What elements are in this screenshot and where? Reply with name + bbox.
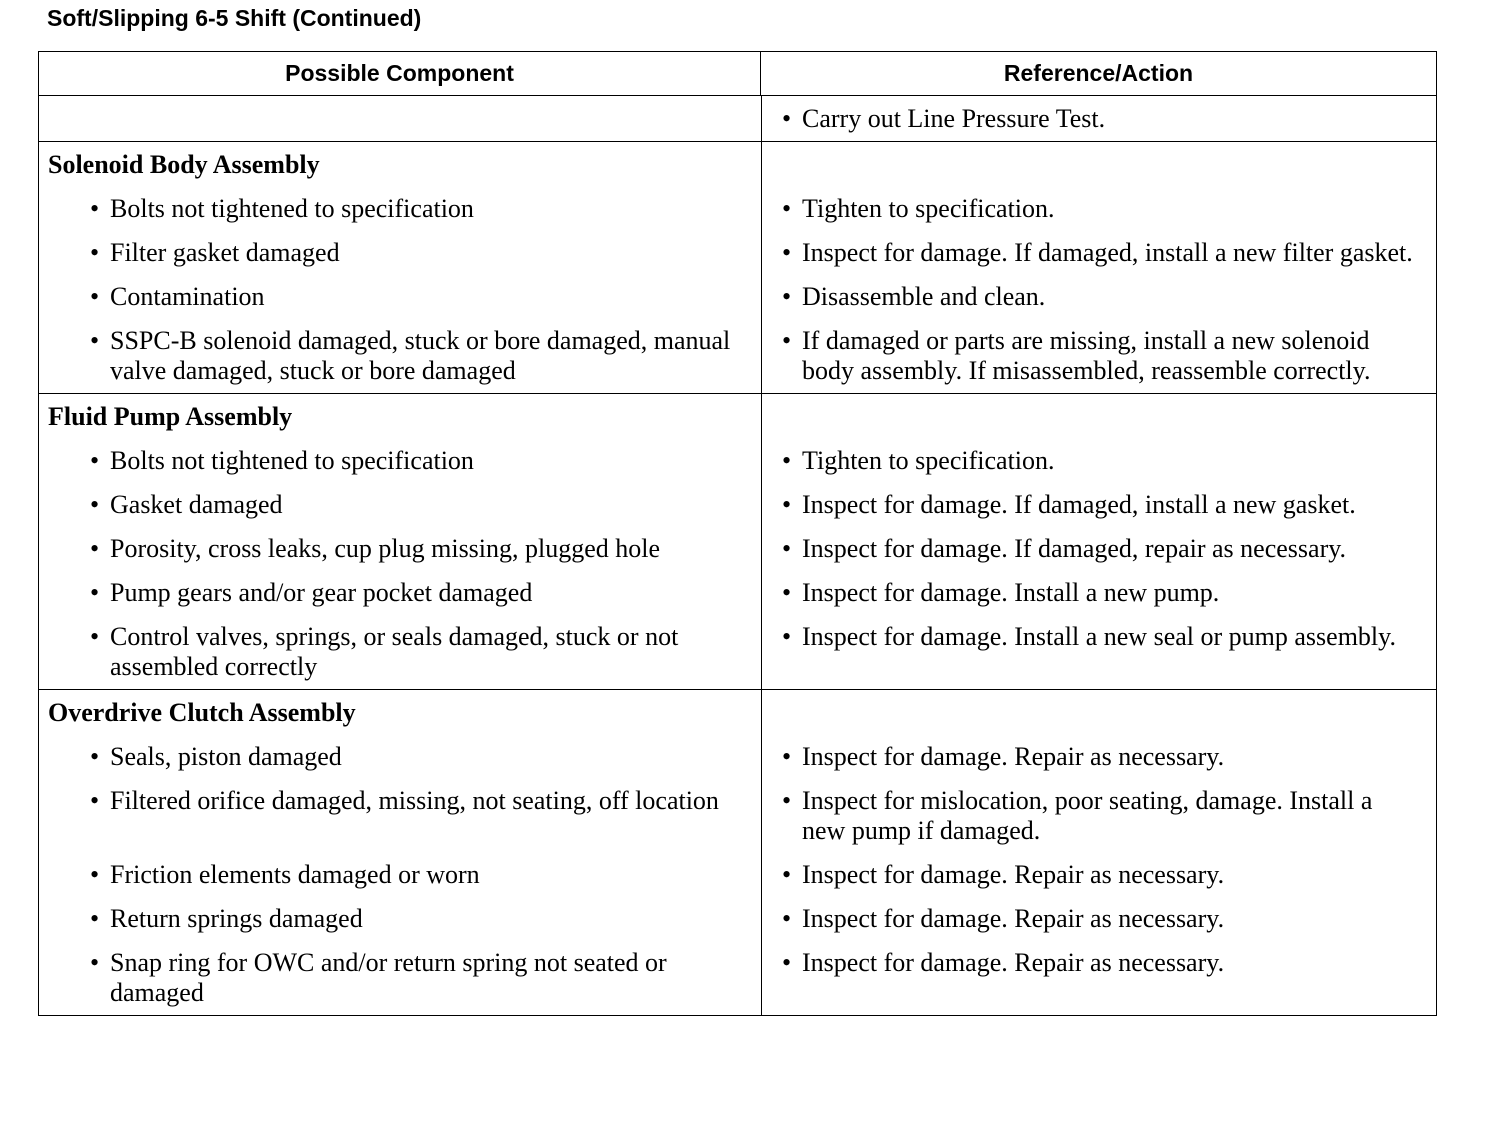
section-heading: Overdrive Clutch Assembly (48, 698, 356, 727)
action-text: If damaged or parts are missing, install a new solenoid body assembly. If misassembled, reassemble correctly. (802, 326, 1371, 385)
component-text: Filtered orifice damaged, missing, not seating, off location (110, 786, 719, 815)
action-text: Inspect for damage. Install a new pump. (802, 578, 1220, 607)
action-item (761, 446, 1436, 476)
bullet-icon: • (90, 534, 100, 563)
component-item (39, 948, 761, 1008)
bullet-icon: • (782, 282, 792, 311)
component-text: Control valves, springs, or seals damaged, stuck or not assembled correctly (110, 622, 679, 681)
action-item (761, 534, 1436, 564)
bullet-icon: • (782, 326, 792, 355)
bullet-icon: • (90, 904, 100, 933)
action-text: Inspect for damage. If damaged, install a new filter gasket. (802, 238, 1413, 267)
component-item (39, 578, 761, 608)
bullet-icon: • (90, 282, 100, 311)
component-text: Porosity, cross leaks, cup plug missing, plugged hole (110, 534, 661, 563)
component-text: Friction elements damaged or worn (110, 860, 480, 889)
bullet-icon: • (90, 194, 100, 223)
action-item (761, 194, 1436, 224)
action-item (761, 786, 1436, 846)
empty-cell (39, 104, 761, 134)
action-text: Inspect for damage. Install a new seal or pump assembly. (802, 622, 1396, 651)
component-text: Bolts not tightened to specification (110, 446, 474, 475)
component-text: SSPC-B solenoid damaged, stuck or bore damaged, manual valve damaged, stuck or bore damaged (110, 326, 731, 385)
action-item (761, 578, 1436, 608)
component-item (39, 238, 761, 268)
section-heading: Solenoid Body Assembly (48, 150, 320, 179)
bullet-icon: • (782, 446, 792, 475)
table-section (39, 96, 1436, 142)
bullet-icon: • (782, 194, 792, 223)
bullet-icon: • (90, 238, 100, 267)
bullet-icon: • (90, 446, 100, 475)
bullet-icon: • (782, 104, 792, 133)
action-text: Disassemble and clean. (802, 282, 1046, 311)
action-text: Inspect for damage. Repair as necessary. (802, 948, 1225, 977)
component-item (39, 490, 761, 520)
action-text: Inspect for damage. If damaged, install a new gasket. (802, 490, 1356, 519)
diagnosis-table (38, 51, 1437, 1016)
action-item (761, 948, 1436, 1008)
component-item (39, 446, 761, 476)
action-item (761, 326, 1436, 386)
bullet-icon: • (782, 860, 792, 889)
bullet-icon: • (782, 238, 792, 267)
component-item (39, 904, 761, 934)
component-item (39, 742, 761, 772)
component-text: Filter gasket damaged (110, 238, 340, 267)
component-text: Contamination (110, 282, 265, 311)
action-text: Tighten to specification. (802, 194, 1055, 223)
page-title: Soft/Slipping 6-5 Shift (Continued) (47, 5, 422, 31)
bullet-icon: • (782, 948, 792, 977)
header-reference-action: Reference/Action (1003, 60, 1194, 86)
component-text: Bolts not tightened to specification (110, 194, 474, 223)
bullet-icon: • (90, 326, 100, 355)
bullet-icon: • (90, 860, 100, 889)
component-text: Return springs damaged (110, 904, 363, 933)
action-item (761, 860, 1436, 890)
bullet-icon: • (90, 742, 100, 771)
action-item (761, 282, 1436, 312)
action-text: Tighten to specification. (802, 446, 1055, 475)
action-text: Inspect for damage. Repair as necessary. (802, 904, 1225, 933)
bullet-icon: • (782, 622, 792, 651)
table-section (39, 142, 1436, 394)
component-item (39, 534, 761, 564)
bullet-icon: • (782, 578, 792, 607)
action-item (761, 490, 1436, 520)
bullet-icon: • (782, 904, 792, 933)
bullet-icon: • (782, 534, 792, 563)
component-item (39, 282, 761, 312)
bullet-icon: • (90, 578, 100, 607)
component-item (39, 194, 761, 224)
table-header (39, 52, 1436, 96)
bullet-icon: • (90, 622, 100, 651)
action-item (761, 238, 1436, 268)
action-text: Inspect for damage. If damaged, repair as necessary. (802, 534, 1347, 563)
action-text: Inspect for mislocation, poor seating, damage. Install a new pump if damaged. (802, 786, 1373, 845)
component-item (39, 622, 761, 682)
section-heading: Fluid Pump Assembly (48, 402, 293, 431)
component-text: Seals, piston damaged (110, 742, 342, 771)
bullet-icon: • (90, 786, 100, 815)
action-item (761, 742, 1436, 772)
action-item (761, 622, 1436, 682)
action-item (761, 104, 1436, 134)
table-section (39, 690, 1436, 1015)
action-item (761, 904, 1436, 934)
bullet-icon: • (782, 490, 792, 519)
header-possible-component: Possible Component (39, 52, 761, 95)
bullet-icon: • (90, 948, 100, 977)
bullet-icon: • (782, 786, 792, 815)
component-text: Snap ring for OWC and/or return spring not seated or damaged (110, 948, 667, 1007)
component-item (39, 860, 761, 890)
action-text: Carry out Line Pressure Test. (802, 104, 1106, 133)
component-text: Pump gears and/or gear pocket damaged (110, 578, 533, 607)
component-item (39, 786, 761, 846)
component-item (39, 326, 761, 386)
action-text: Inspect for damage. Repair as necessary. (802, 860, 1225, 889)
action-text: Inspect for damage. Repair as necessary. (802, 742, 1225, 771)
bullet-icon: • (90, 490, 100, 519)
bullet-icon: • (782, 742, 792, 771)
table-section (39, 394, 1436, 690)
component-text: Gasket damaged (110, 490, 283, 519)
